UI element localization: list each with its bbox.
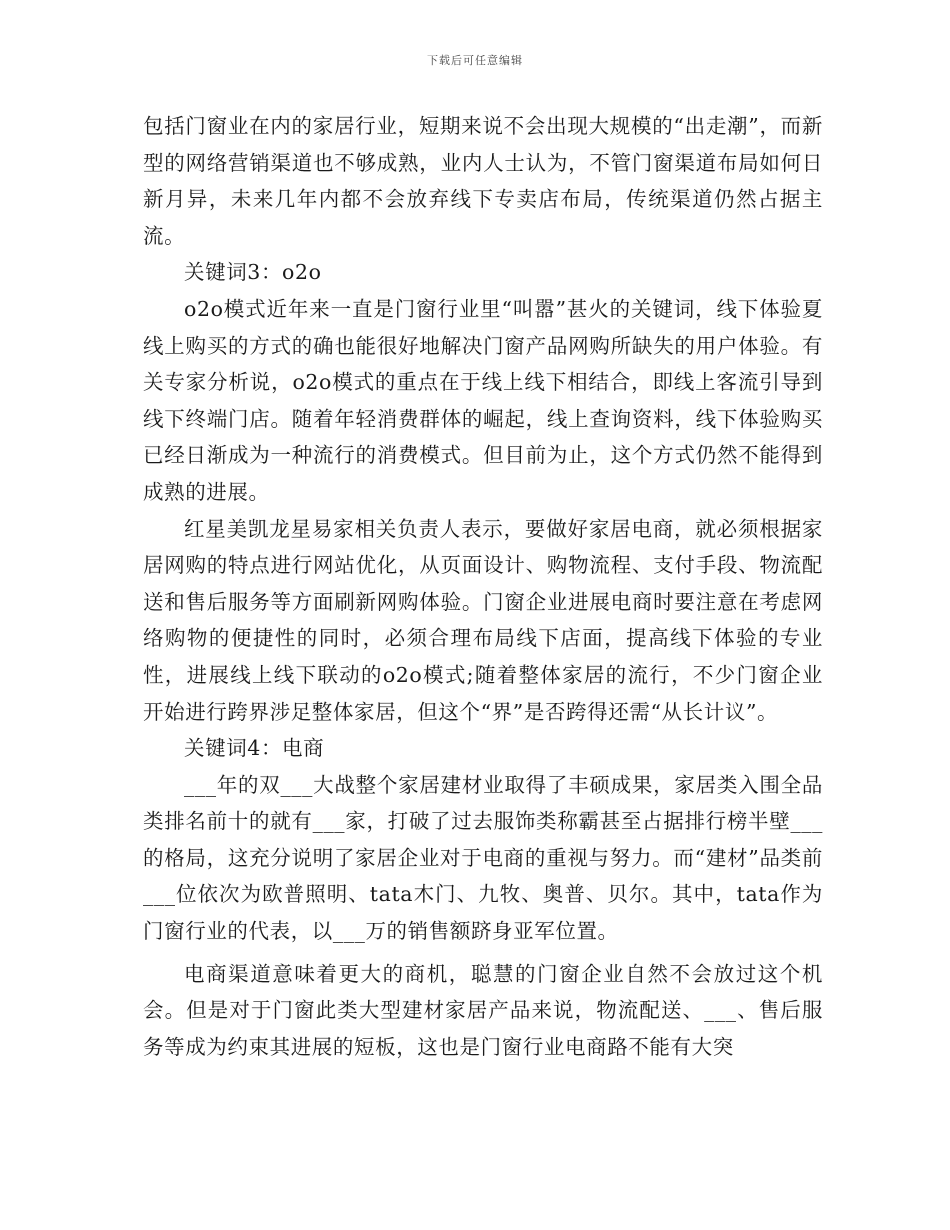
keyword-heading-4: 关键词4：电商 [184,736,325,761]
page-header: 下载后可任意编辑 [427,54,523,67]
keyword-heading-3: 关键词3：o2o [184,260,322,285]
paragraph-1: 包括门窗业在内的家居行业，短期来说不会出现大规模的“出走潮”，而新型的网络营销渠道也不够成熟，业内人士认为，不管门窗渠道布局如何日新月异，未来几年内都不会放弃线下专卖店布局，传统渠道仍然占据主流。 [143,114,823,248]
paragraph-o2o: o2o模式近年来一直是门窗行业里“叫嚣”甚火的关键词，线下体验夏线上购买的方式的确也能很好地解决门窗产品网购所缺失的用户体验。有关专家分析说，o2o模式的重点在于线上线下相结合，即线上客流引导到线下终端门店。随着年轻消费群体的崛起，线上查询资料，线下体验购买已经日渐成为一种流行的消费模式。但目前为止，这个方式仍然不能得到成熟的进展。 [143,296,823,504]
paragraph-ecommerce: 电商渠道意味着更大的商机，聪慧的门窗企业自然不会放过这个机会。但是对于门窗此类大型建材家居产品来说，物流配送、___、售后服务等成为约束其进展的短板，这也是门窗行业电商路不能有大突 [143,961,823,1059]
paragraph-double-eleven: ___年的双___大战整个家居建材业取得了丰硕成果，家居类入围全品类排名前十的就有___家，打破了过去服饰类称霸甚至占据排行榜半壁___的格局，这充分说明了家居企业对于电商的重视与努力。而“建材”品类前___位依次为欧普照明、tata木门、九牧、奥普、贝尔。其中，tata作为门窗行业的代表，以___万的销售额跻身亚军位置。 [143,772,823,944]
paragraph-redstar: 红星美凯龙星易家相关负责人表示，要做好家居电商，就必须根据家居网购的特点进行网站优化，从页面设计、购物流程、支付手段、物流配送和售后服务等方面刷新网购体验。门窗企业进展电商时要注意在考虑网络购物的便捷性的同时，必须合理布局线下店面，提高线下体验的专业性，进展线上线下联动的o2o模式;随着整体家居的流行，不少门窗企业开始进行跨界涉足整体家居，但这个“界”是否跨得还需“从长计议”。 [143,516,823,724]
document-body [143,108,823,1065]
